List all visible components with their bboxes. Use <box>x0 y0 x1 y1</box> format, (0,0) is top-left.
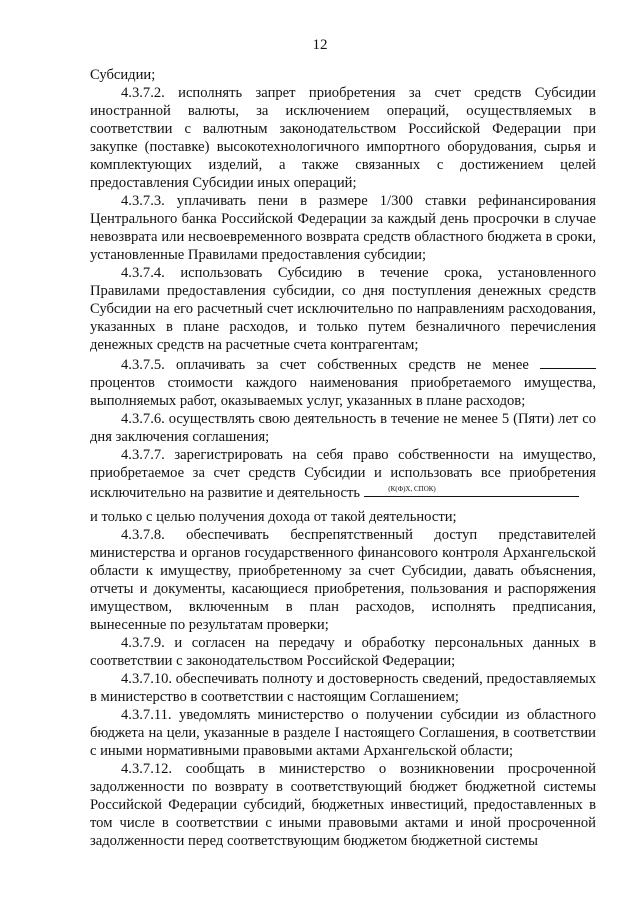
clause-4-3-7-7-text: 4.3.7.7. зарегистрировать на себя право собственности на имущество, приобретаемое за счет средств Субсидии и использовать все приобретения исключительно на развитие и деятельность <box>90 447 596 501</box>
clause-4-3-7-7-continuation: и только с целью получения дохода от такой деятельности; <box>90 509 457 525</box>
clause-4-3-7-6: 4.3.7.6. осуществлять свою деятельность в течение не менее 5 (Пяти) лет со дня заключения соглашения; <box>90 411 596 445</box>
clause-4-3-7-10: 4.3.7.10. обеспечивать полноту и достоверность сведений, предоставляемых в министерство в соответствии с настоящим Соглашением; <box>90 671 596 705</box>
document-body <box>90 66 596 850</box>
clause-4-3-7-9: 4.3.7.9. и согласен на передачу и обработку персональных данных в соответствии с законодательством Российской Федерации; <box>90 635 596 669</box>
clause-4-3-7-2: 4.3.7.2. исполнять запрет приобретения за счет средств Субсидии иностранной валюты, за исключением операций, осуществляемых в соответствии с валютным законодательством Российской Федерации при закупке (поставке) высокотехнологичного импортного оборудования, сырья и комплектующих изделий, а также связанных с достижением целей предоставления Субсидии иных операций; <box>90 85 596 191</box>
clause-4-3-7-7 <box>90 446 596 502</box>
clause-4-3-7-5 <box>90 354 596 410</box>
clause-4-3-7-3: 4.3.7.3. уплачивать пени в размере 1/300 ставки рефинансирования Центрального банка Российской Федерации за каждый день просрочки в случае невозврата или несвоевременного возврата средств областного бюджета в сроки, установленные Правилами предоставления субсидии; <box>90 193 596 263</box>
clause-4-3-7-5-text-after: процентов стоимости каждого наименования приобретаемого имущества, выполняемых работ, оказываемых услуг, указанных в плане расходов; <box>90 375 596 409</box>
page-number: 12 <box>312 37 328 53</box>
clause-4-3-7-4: 4.3.7.4. использовать Субсидию в течение срока, установленного Правилами предоставления субсидии, со дня поступления денежных средств Субсидии на его расчетный счет исключительно по направлениям расходования, указанных в плане расходов, и только путем безналичного перечисления денежных средств на расчетные счета контрагентам; <box>90 265 596 353</box>
paragraph-continuation: Субсидии; <box>90 67 156 83</box>
percent-blank-line <box>540 354 596 369</box>
blank-line-caption: (К(Ф)Х, СПОК) <box>388 485 436 493</box>
clause-4-3-7-12: 4.3.7.12. сообщать в министерство о возникновении просроченной задолженности по возврату в соответствующий бюджет бюджетной системы Российской Федерации субсидий, бюджетных инвестиций, предоставленных в том числе в соответствии с иными правовыми актами и иной просроченной задолженности перед соответствующим бюджетом бюджетной системы <box>90 761 596 849</box>
clause-4-3-7-5-text-before: 4.3.7.5. оплачивать за счет собственных средств не менее <box>121 357 540 373</box>
clause-4-3-7-8: 4.3.7.8. обеспечивать беспрепятственный доступ представителей министерства и органов государственного финансового контроля Архангельской области к имуществу, приобретенному за счет Субсидии, давать объяснения, отчеты и документы, касающиеся приобретения, пользования и распоряжения имуществом, включенным в план расходов, исполнять предписания, вынесенные по результатам проверки; <box>90 527 596 633</box>
clause-4-3-7-11: 4.3.7.11. уведомлять министерство о получении субсидии из областного бюджета на цели, указанные в разделе I настоящего Соглашения, в соответствии с иными нормативными правовыми актами Архангельской области; <box>90 707 596 759</box>
